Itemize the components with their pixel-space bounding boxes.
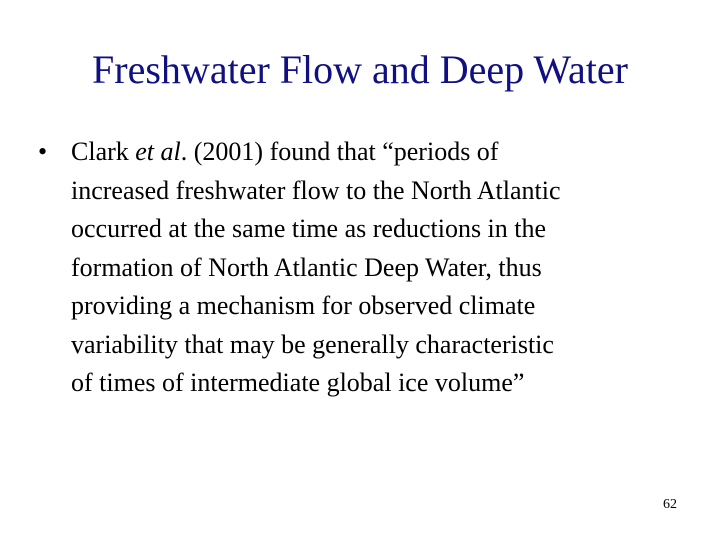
bullet-line-3: occurred at the same time as reductions in the [71,214,547,243]
bullet-line-6: variability that may be generally characteristic [71,329,554,359]
citation-author: Clark [71,137,136,166]
citation-et-al: et al [135,137,181,166]
page-number: 62 [663,497,677,512]
bullet-text [71,133,701,403]
bullet-line-7: of times of intermediate global ice volume” [71,368,525,397]
bullet-line-1 [71,133,701,172]
bullet-marker: • [38,137,48,166]
slide-title: Freshwater Flow and Deep Water [92,47,628,92]
bullet-line-4: formation of North Atlantic Deep Water, thus [71,252,542,282]
bullet-line-2: increased freshwater flow to the North Atlantic [71,175,561,205]
bullet-line-5: providing a mechanism for observed climate [71,291,536,320]
bullet-line-1-rest: . (2001) found that “periods of [180,137,499,166]
